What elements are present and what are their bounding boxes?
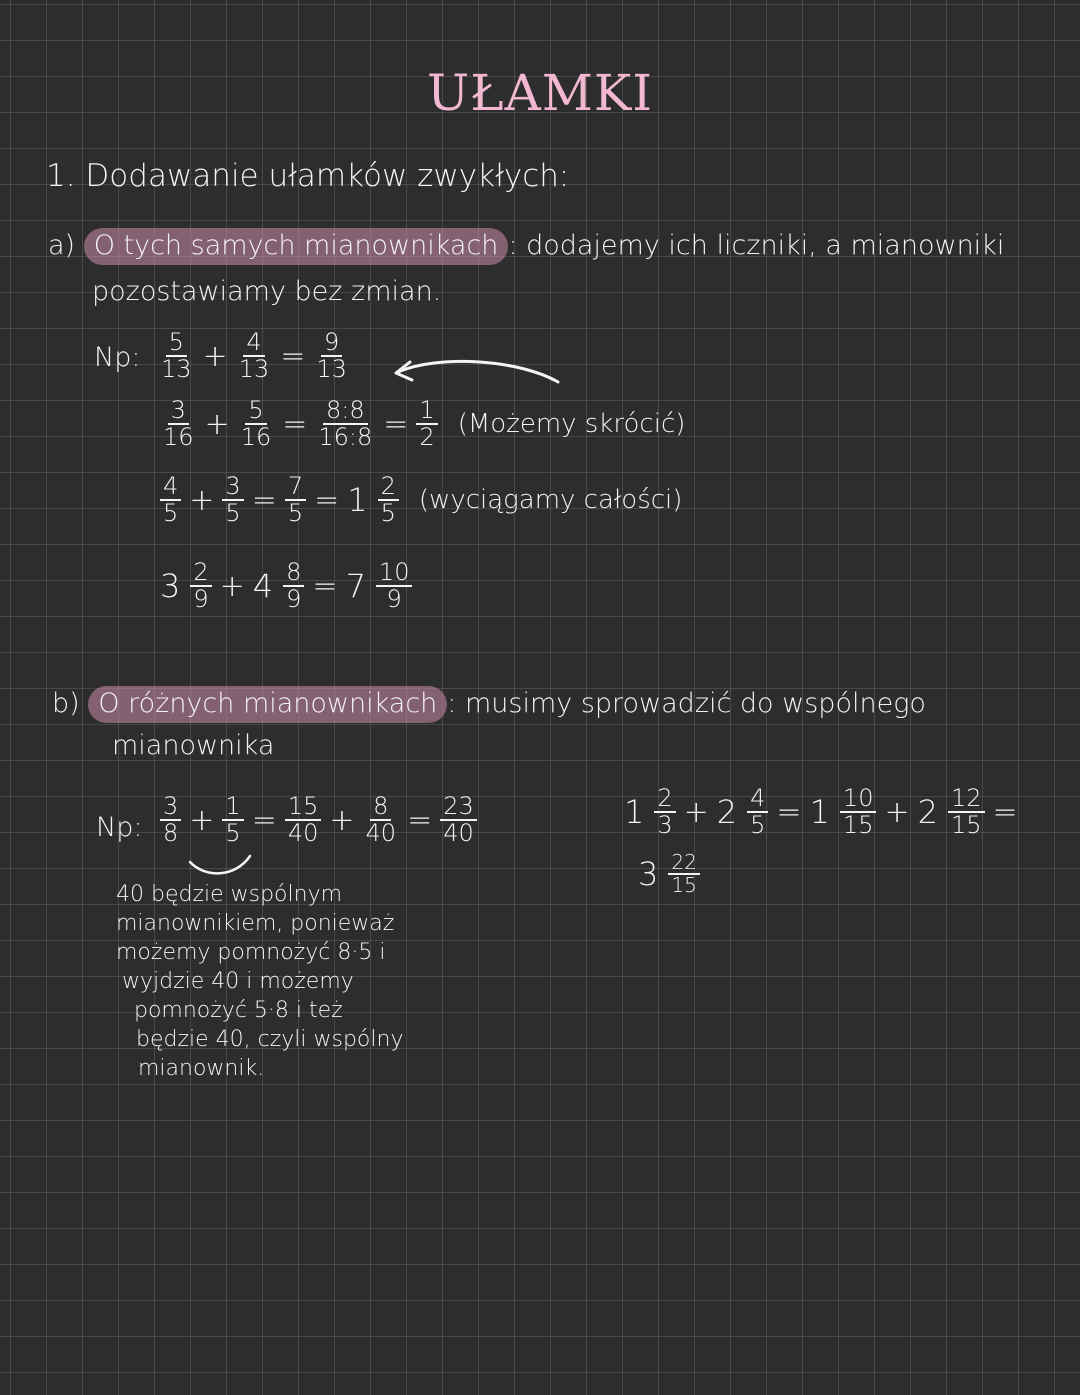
whole-number: 1 bbox=[624, 793, 645, 832]
fraction: $\frac{4}{5}$ bbox=[160, 474, 181, 526]
fraction: $\frac{2}{9}$ bbox=[190, 560, 211, 612]
fraction: $\frac{1}{2}$ bbox=[416, 398, 437, 450]
plus-sign: + bbox=[189, 802, 215, 838]
whole-number: 2 bbox=[917, 793, 938, 832]
part-a-rule-cont: pozostawiamy bez zmian. bbox=[92, 276, 442, 307]
whole-number: 7 bbox=[345, 567, 366, 606]
plus-sign: + bbox=[204, 406, 230, 442]
explanation-line: mianownikiem, ponieważ bbox=[116, 911, 395, 936]
denominator-link-curve bbox=[190, 856, 250, 873]
fraction: $\frac{4}{13}$ bbox=[238, 328, 270, 384]
whole-number: 1 bbox=[809, 793, 830, 832]
part-b-rule: : musimy sprowadzić do wspólnego bbox=[447, 688, 926, 719]
fraction: $\frac{3}{16}$ bbox=[163, 396, 194, 452]
fraction: $\frac{4}{5}$ bbox=[747, 786, 768, 838]
explanation-line: 40 będzie wspólnym bbox=[116, 882, 343, 907]
explanation-line: pomnożyć 5·8 i też bbox=[134, 998, 343, 1023]
arrow-curve bbox=[398, 361, 558, 382]
equals-sign: = bbox=[280, 338, 306, 374]
fraction: $\frac{22}{15}$ bbox=[668, 852, 699, 896]
explanation-line: mianownik. bbox=[138, 1056, 265, 1081]
fraction: $\frac{10}{15}$ bbox=[840, 786, 877, 838]
plus-sign: + bbox=[202, 338, 228, 374]
whole-number: 2 bbox=[716, 793, 738, 832]
explanation-line: wyjdzie 40 i możemy bbox=[122, 969, 354, 994]
plus-sign: + bbox=[884, 794, 910, 830]
whole-number: 4 bbox=[252, 567, 274, 606]
part-a-np-label: Np: bbox=[94, 342, 141, 373]
part-b-np-label: Np: bbox=[96, 812, 143, 843]
fraction: $\frac{5}{16}$ bbox=[240, 396, 272, 452]
part-a-marker: a) bbox=[48, 230, 76, 261]
part-b-rule-cont: mianownika bbox=[112, 730, 275, 761]
fraction: $\frac{2}{5}$ bbox=[378, 474, 399, 526]
plus-sign: + bbox=[219, 568, 245, 604]
fraction: $\frac{8}{9}$ bbox=[283, 560, 304, 612]
whole-number: 1 bbox=[347, 481, 368, 520]
equals-sign: = bbox=[776, 794, 802, 830]
plus-sign: + bbox=[683, 794, 709, 830]
note: (Możemy skrócić) bbox=[457, 409, 686, 440]
fraction: $\frac{15}{40}$ bbox=[285, 794, 322, 846]
part-a-highlight: O tych samych mianownikach bbox=[84, 228, 509, 265]
fraction: $\frac{3}{8}$ bbox=[160, 794, 181, 846]
plus-sign: + bbox=[189, 482, 215, 518]
fraction: $\frac{2}{3}$ bbox=[654, 786, 675, 838]
equals-sign: = bbox=[992, 794, 1018, 830]
page-title: UŁAMKI bbox=[427, 64, 653, 122]
plus-sign: + bbox=[329, 802, 355, 838]
part-a-rule: : dodajemy ich liczniki, a mianowniki bbox=[508, 230, 1005, 261]
fraction: $\frac{9}{13}$ bbox=[316, 328, 347, 384]
equals-sign: = bbox=[407, 802, 433, 838]
fraction: $\frac{8:8}{16:8}$ bbox=[318, 396, 373, 452]
fraction: $\frac{1}{5}$ bbox=[222, 794, 243, 846]
fraction: $\frac{10}{9}$ bbox=[376, 560, 413, 612]
fraction: $\frac{3}{5}$ bbox=[222, 474, 243, 526]
fraction: $\frac{12}{15}$ bbox=[948, 786, 985, 838]
note: (wyciągamy całości) bbox=[418, 485, 683, 516]
equals-sign: = bbox=[383, 406, 409, 442]
fraction: $\frac{5}{13}$ bbox=[161, 328, 192, 384]
fraction: $\frac{8}{40}$ bbox=[365, 792, 397, 848]
fraction: $\frac{23}{40}$ bbox=[440, 794, 477, 846]
fraction: $\frac{7}{5}$ bbox=[285, 474, 306, 526]
equals-sign: = bbox=[314, 482, 340, 518]
part-b-marker: b) bbox=[52, 688, 80, 719]
whole-number: 3 bbox=[160, 567, 181, 606]
explanation-line: możemy pomnożyć 8·5 i bbox=[116, 940, 386, 965]
equals-sign: = bbox=[312, 568, 338, 604]
equals-sign: = bbox=[251, 482, 277, 518]
equals-sign: = bbox=[282, 406, 308, 442]
part-b-highlight: O różnych mianownikach bbox=[88, 686, 447, 723]
equals-sign: = bbox=[251, 802, 277, 838]
section-heading: 1. Dodawanie ułamków zwykłych: bbox=[46, 158, 570, 194]
explanation-line: będzie 40, czyli wspólny bbox=[136, 1027, 404, 1052]
whole-number: 3 bbox=[638, 855, 659, 893]
